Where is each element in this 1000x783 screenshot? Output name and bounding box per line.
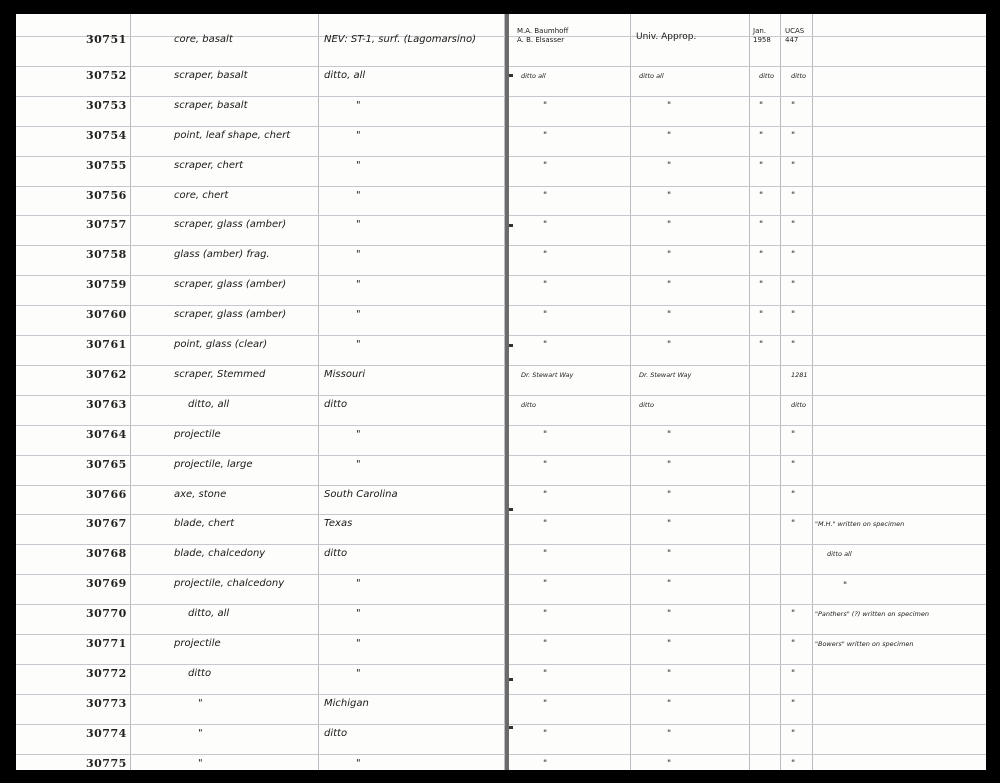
object-description: point, leaf shape, chert — [174, 130, 291, 141]
object-description: " — [198, 698, 203, 709]
row-rule — [16, 245, 506, 246]
how-acquired: ditto — [639, 401, 655, 409]
catalog-number: 30768 — [86, 547, 127, 560]
row-rule — [16, 604, 506, 605]
row-rule — [509, 634, 986, 635]
how-acquired: " — [667, 579, 672, 589]
source-header-line1: M.A. Baumhoff — [517, 27, 569, 35]
row-rule — [16, 754, 506, 755]
catalog-number: 30762 — [86, 368, 127, 381]
object-description: projectile — [174, 638, 221, 649]
accession-number: " — [791, 310, 796, 320]
right-column-rule — [812, 14, 813, 770]
source: " — [543, 310, 548, 320]
row-rule — [509, 96, 986, 97]
row-rule — [509, 395, 986, 396]
catalog-number: 30775 — [86, 757, 127, 770]
object-description: core, basalt — [174, 34, 233, 45]
row-rule — [16, 514, 506, 515]
object-description: point, glass (clear) — [174, 339, 268, 350]
locality: South Carolina — [324, 489, 398, 500]
row-rule — [16, 335, 506, 336]
row-rule — [509, 485, 986, 486]
catalog-number: 30773 — [86, 697, 127, 710]
object-description: " — [198, 728, 203, 739]
how-acquired: " — [667, 549, 672, 559]
how-acquired: " — [667, 669, 672, 679]
accession-number: " — [791, 759, 796, 769]
date-received: " — [759, 191, 764, 201]
locality: " — [356, 100, 361, 111]
how-acquired: " — [667, 131, 672, 141]
source: " — [543, 460, 548, 470]
right-column-rule — [749, 14, 750, 770]
date-header-line2: 1958 — [753, 36, 771, 44]
catalog-number: 30754 — [86, 129, 127, 142]
row-rule — [509, 425, 986, 426]
locality: " — [356, 190, 361, 201]
catalog-number: 30757 — [86, 218, 127, 231]
row-rule — [16, 574, 506, 575]
source-header-line2: A. B. Elsasser — [517, 36, 565, 44]
how-acquired: " — [667, 161, 672, 171]
row-rule — [16, 365, 506, 366]
accession-number: " — [791, 131, 796, 141]
catalog-number: 30764 — [86, 428, 127, 441]
catalog-number: 30756 — [86, 189, 127, 202]
catalog-number: 30755 — [86, 159, 127, 172]
locality: " — [356, 608, 361, 619]
row-rule — [16, 66, 506, 67]
source: ditto all — [521, 72, 546, 80]
source: " — [543, 759, 548, 769]
row-rule — [509, 724, 986, 725]
accession-number: " — [791, 490, 796, 500]
remarks: "Panthers" (?) written on specimen — [815, 610, 929, 618]
locality: ditto — [324, 728, 348, 739]
source: " — [543, 639, 548, 649]
date-received: " — [759, 250, 764, 260]
source: " — [543, 220, 548, 230]
accession-header-line2: 447 — [785, 36, 799, 44]
locality: " — [356, 668, 361, 679]
how-acquired: " — [667, 340, 672, 350]
how-acquired: " — [667, 191, 672, 201]
row-rule — [16, 455, 506, 456]
object-description: blade, chert — [174, 518, 235, 529]
catalog-number: 30774 — [86, 727, 127, 740]
source: Dr. Stewart Way — [521, 371, 574, 379]
source: " — [543, 519, 548, 529]
locality: " — [356, 459, 361, 470]
row-rule — [16, 395, 506, 396]
locality: Michigan — [324, 698, 369, 709]
row-rule — [509, 365, 986, 366]
object-description: scraper, chert — [174, 160, 244, 171]
binding-mark — [509, 74, 513, 77]
how-acquired: " — [667, 280, 672, 290]
accession-number: " — [791, 639, 796, 649]
row-rule — [509, 186, 986, 187]
object-description: scraper, basalt — [174, 70, 248, 81]
locality: " — [356, 638, 361, 649]
binding-mark — [509, 344, 513, 347]
locality: ditto — [324, 399, 348, 410]
row-rule — [16, 724, 506, 725]
binding-mark — [509, 678, 513, 681]
row-rule — [16, 186, 506, 187]
how-acquired: " — [667, 759, 672, 769]
source: " — [543, 161, 548, 171]
source: " — [543, 729, 548, 739]
source: " — [543, 490, 548, 500]
accession-number: " — [791, 519, 796, 529]
accession-number: " — [791, 220, 796, 230]
row-rule — [509, 455, 986, 456]
how-acquired: " — [667, 460, 672, 470]
catalog-number: 30763 — [86, 398, 127, 411]
catalog-number: 30766 — [86, 488, 127, 501]
locality: ditto — [324, 548, 348, 559]
date-received: " — [759, 310, 764, 320]
locality: " — [356, 130, 361, 141]
accession-number: " — [791, 669, 796, 679]
catalog-number: 30751 — [86, 33, 127, 46]
catalog-number: 30761 — [86, 338, 127, 351]
row-rule — [509, 604, 986, 605]
catalog-number: 30760 — [86, 308, 127, 321]
object-description: ditto, all — [188, 399, 230, 410]
date-header-line1: Jan. — [753, 27, 767, 35]
source: " — [543, 280, 548, 290]
object-description: projectile, chalcedony — [174, 578, 285, 589]
catalog-number: 30772 — [86, 667, 127, 680]
remarks: "Bowers" written on specimen — [815, 640, 914, 648]
how-acquired: " — [667, 519, 672, 529]
catalog-number: 30770 — [86, 607, 127, 620]
locality: " — [356, 758, 361, 769]
date-received: " — [759, 220, 764, 230]
accession-header-line1: UCAS — [785, 27, 805, 35]
date-received: " — [759, 280, 764, 290]
row-rule — [509, 36, 986, 37]
accession-number: " — [791, 609, 796, 619]
accession-number: ditto — [791, 401, 807, 409]
row-rule — [509, 305, 986, 306]
source: " — [543, 250, 548, 260]
row-rule — [16, 215, 506, 216]
locality: " — [356, 339, 361, 350]
how-acquired: " — [667, 609, 672, 619]
source: " — [543, 669, 548, 679]
catalog-number: 30759 — [86, 278, 127, 291]
row-rule — [16, 634, 506, 635]
row-rule — [16, 694, 506, 695]
accession-number: ditto — [791, 72, 807, 80]
row-rule — [509, 754, 986, 755]
object-description: glass (amber) frag. — [174, 249, 270, 260]
locality: Texas — [324, 518, 353, 529]
object-description: scraper, glass (amber) — [174, 219, 287, 230]
accession-number: " — [791, 729, 796, 739]
how-acquired: " — [667, 729, 672, 739]
remarks: " — [843, 581, 848, 591]
date-received: ditto — [759, 72, 775, 80]
binding-mark — [509, 224, 513, 227]
right-column-rule — [630, 14, 631, 770]
object-description: " — [198, 758, 203, 769]
object-description: axe, stone — [174, 489, 227, 500]
row-rule — [16, 544, 506, 545]
catalog-number: 30752 — [86, 69, 127, 82]
binding-mark — [509, 726, 513, 729]
how-acquired: " — [667, 101, 672, 111]
how-acquired: " — [667, 639, 672, 649]
catalog-number: 30758 — [86, 248, 127, 261]
how-acquired: " — [667, 490, 672, 500]
object-description: ditto, all — [188, 608, 230, 619]
locality: " — [356, 309, 361, 320]
source: " — [543, 340, 548, 350]
source: " — [543, 609, 548, 619]
locality: " — [356, 279, 361, 290]
object-description: scraper, basalt — [174, 100, 248, 111]
row-rule — [16, 275, 506, 276]
source: ditto — [521, 401, 537, 409]
source: " — [543, 549, 548, 559]
object-description: projectile, large — [174, 459, 253, 470]
locality: Missouri — [324, 369, 366, 380]
row-rule — [16, 126, 506, 127]
locality: ditto, all — [324, 70, 366, 81]
accession-number: " — [791, 340, 796, 350]
how-acquired: " — [667, 310, 672, 320]
date-received: " — [759, 101, 764, 111]
source: " — [543, 131, 548, 141]
locality: " — [356, 249, 361, 260]
how-acquired: ditto all — [639, 72, 664, 80]
row-rule — [509, 544, 986, 545]
source: " — [543, 579, 548, 589]
left-column-rule — [130, 14, 131, 770]
locality: NEV: ST-1, surf. (Lagomarsino) — [324, 34, 477, 45]
locality: " — [356, 578, 361, 589]
remarks: ditto all — [827, 550, 852, 558]
accession-number: " — [791, 699, 796, 709]
row-rule — [509, 664, 986, 665]
object-description: projectile — [174, 429, 221, 440]
row-rule — [509, 126, 986, 127]
locality: " — [356, 160, 361, 171]
accession-number: " — [791, 430, 796, 440]
row-rule — [509, 275, 986, 276]
row-rule — [16, 96, 506, 97]
date-received: " — [759, 340, 764, 350]
how-acquired-header: Univ. Approp. — [636, 32, 697, 42]
row-rule — [16, 425, 506, 426]
object-description: scraper, Stemmed — [174, 369, 266, 380]
locality: " — [356, 219, 361, 230]
object-description: blade, chalcedony — [174, 548, 266, 559]
accession-number: " — [791, 280, 796, 290]
accession-number: " — [791, 250, 796, 260]
accession-number: 1281 — [791, 371, 808, 379]
row-rule — [509, 514, 986, 515]
row-rule — [509, 66, 986, 67]
remarks: "M.H." written on specimen — [815, 520, 905, 528]
object-description: core, chert — [174, 190, 229, 201]
row-rule — [16, 305, 506, 306]
ledger-left-page — [16, 14, 506, 770]
object-description: scraper, glass (amber) — [174, 309, 287, 320]
how-acquired: " — [667, 250, 672, 260]
row-rule — [16, 156, 506, 157]
how-acquired: " — [667, 430, 672, 440]
row-rule — [509, 335, 986, 336]
catalog-number: 30771 — [86, 637, 127, 650]
locality: " — [356, 429, 361, 440]
source: " — [543, 101, 548, 111]
row-rule — [509, 215, 986, 216]
object-description: ditto — [188, 668, 212, 679]
source: " — [543, 699, 548, 709]
how-acquired: " — [667, 699, 672, 709]
row-rule — [509, 574, 986, 575]
row-rule — [509, 156, 986, 157]
row-rule — [16, 664, 506, 665]
catalog-number: 30769 — [86, 577, 127, 590]
source: " — [543, 191, 548, 201]
date-received: " — [759, 161, 764, 171]
row-rule — [16, 485, 506, 486]
binding-mark — [509, 508, 513, 511]
catalog-number: 30765 — [86, 458, 127, 471]
source: " — [543, 430, 548, 440]
accession-number: " — [791, 191, 796, 201]
right-column-rule — [780, 14, 781, 770]
ledger-right-page — [509, 14, 986, 770]
accession-number: " — [791, 460, 796, 470]
catalog-number: 30767 — [86, 517, 127, 530]
object-description: scraper, glass (amber) — [174, 279, 287, 290]
catalog-number: 30753 — [86, 99, 127, 112]
left-column-rule — [318, 14, 319, 770]
how-acquired: Dr. Stewart Way — [639, 371, 692, 379]
how-acquired: " — [667, 220, 672, 230]
row-rule — [509, 694, 986, 695]
row-rule — [509, 245, 986, 246]
accession-number: " — [791, 101, 796, 111]
date-received: " — [759, 131, 764, 141]
accession-number: " — [791, 161, 796, 171]
